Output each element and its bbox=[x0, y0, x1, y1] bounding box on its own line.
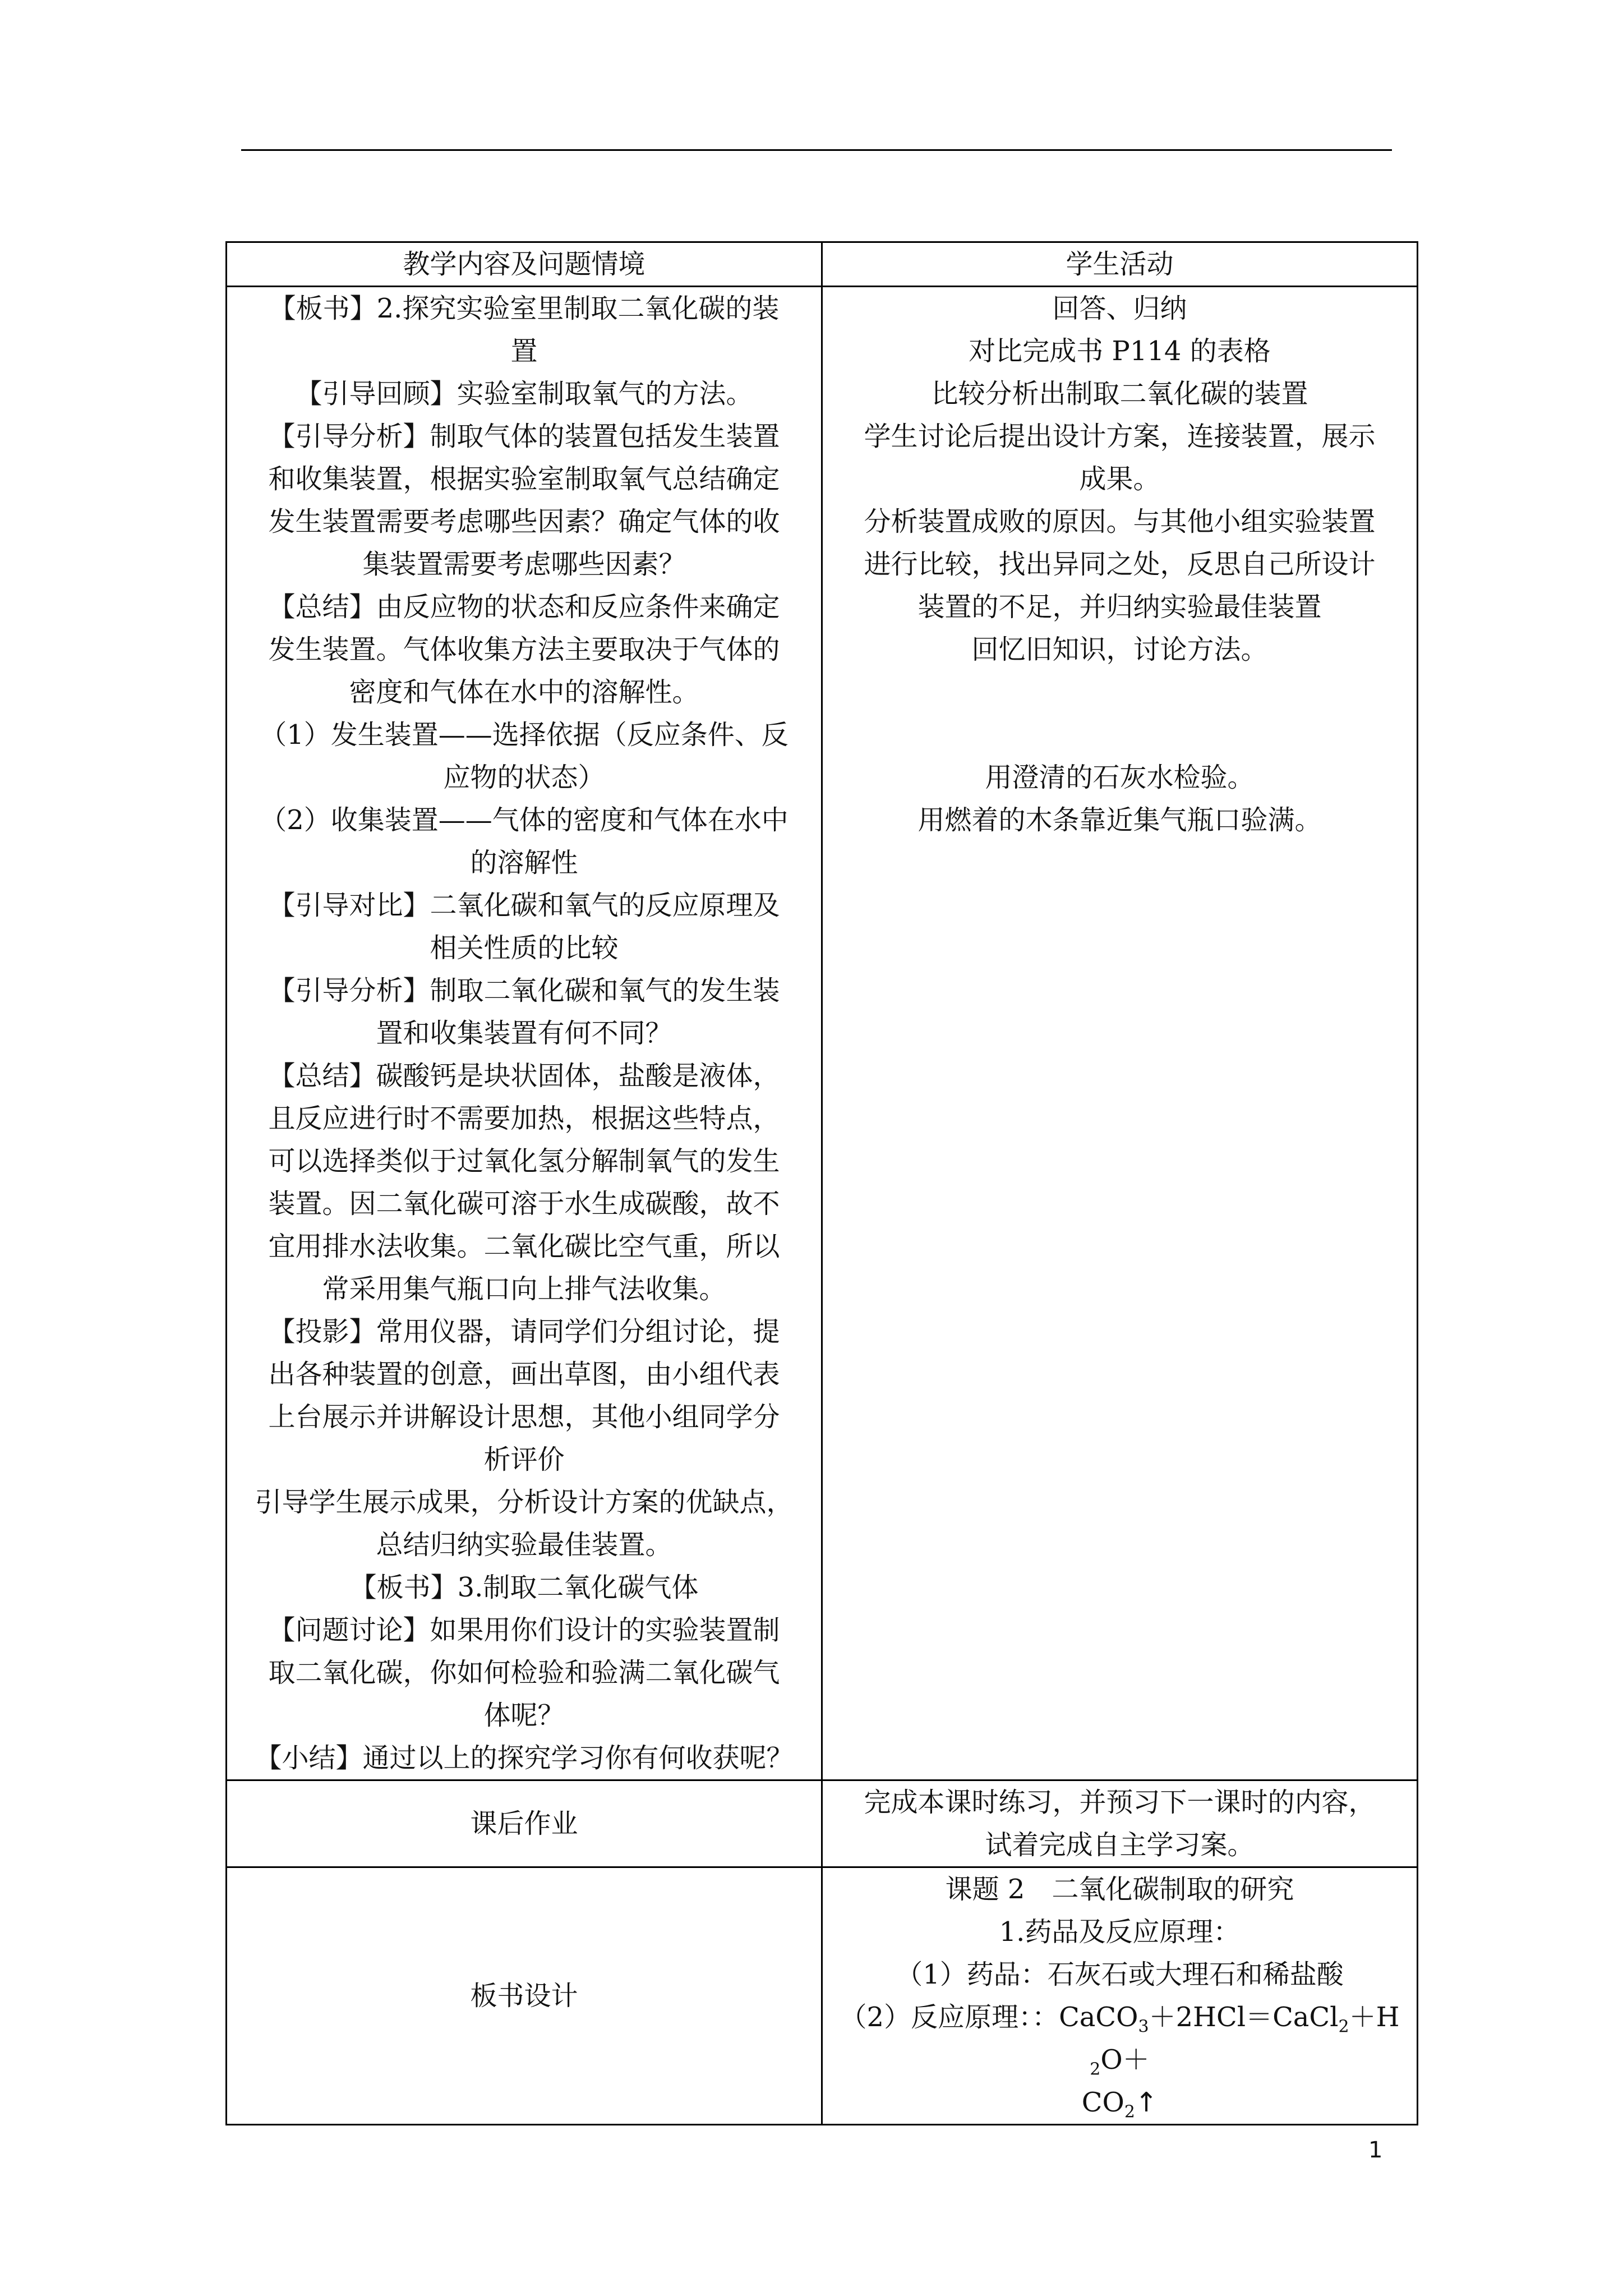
homework-row bbox=[227, 1780, 1418, 1867]
teaching-content-line: 析评价 bbox=[483, 1444, 565, 1475]
student-activity-line: 装置的不足，并归纳实验最佳装置 bbox=[917, 591, 1322, 623]
teaching-content-line: 【小结】通过以上的探究学习你有何收获呢？ bbox=[255, 1742, 794, 1774]
teaching-content-line: 【总结】由反应物的状态和反应条件来确定 bbox=[268, 591, 780, 623]
board-design-line: （1）药品：石灰石或大理石和稀盐酸 bbox=[896, 1959, 1344, 1990]
homework-label: 课后作业 bbox=[227, 1780, 822, 1867]
teaching-content-line: 【引导回顾】实验室制取氧气的方法。 bbox=[295, 378, 753, 409]
teaching-content-line: 【引导分析】制取二氧化碳和氧气的发生装 bbox=[268, 975, 780, 1006]
teaching-content-line: 发生装置需要考虑哪些因素？确定气体的收 bbox=[268, 506, 780, 537]
homework-line: 试着完成自主学习案。 bbox=[985, 1829, 1255, 1861]
teaching-content-line: 和收集装置，根据实验室制取氧气总结确定 bbox=[268, 463, 780, 495]
teaching-content-line: 应物的状态） bbox=[443, 762, 605, 793]
spacer bbox=[838, 714, 1401, 756]
header-teaching-content: 教学内容及问题情境 bbox=[227, 242, 822, 287]
formula-sub: 3 bbox=[1138, 2017, 1149, 2037]
student-activity-line: 进行比较，找出异同之处，反思自己所设计 bbox=[864, 549, 1376, 580]
formula-sub: 2 bbox=[1338, 2017, 1349, 2037]
table-header-row bbox=[227, 242, 1418, 287]
teaching-content-line: 集装置需要考虑哪些因素？ bbox=[362, 549, 686, 580]
student-activity-group-1 bbox=[838, 287, 1401, 671]
teaching-content-line: 取二氧化碳，你如何检验和验满二氧化碳气 bbox=[268, 1657, 780, 1688]
teaching-content-line: 【板书】3.制取二氧化碳气体 bbox=[349, 1572, 699, 1603]
formula-caco3: CaCO bbox=[1059, 2001, 1138, 2033]
teaching-content-line: 可以选择类似于过氧化氢分解制氧气的发生 bbox=[268, 1145, 780, 1177]
teaching-content-line: 置 bbox=[510, 335, 538, 367]
header-student-activity: 学生活动 bbox=[822, 242, 1418, 287]
board-design-row bbox=[227, 1867, 1418, 2125]
teaching-content-line: 出各种装置的创意，画出草图，由小组代表 bbox=[268, 1359, 780, 1390]
teaching-content-line: 发生装置。气体收集方法主要取决于气体的 bbox=[268, 634, 780, 665]
student-activity-line: 分析装置成败的原因。与其他小组实验装置 bbox=[864, 506, 1376, 537]
teaching-content-line: 【引导分析】制取气体的装置包括发生装置 bbox=[268, 421, 780, 452]
reaction-prefix: （2）反应原理：： bbox=[840, 2001, 1059, 2033]
teaching-content-line: 【问题讨论】如果用你们设计的实验装置制 bbox=[268, 1614, 780, 1646]
teaching-content-line: 引导学生展示成果，分析设计方案的优缺点， bbox=[255, 1487, 794, 1518]
student-activity-line: 回忆旧知识，讨论方法。 bbox=[971, 634, 1268, 665]
board-design-line: 1.药品及反应原理： bbox=[999, 1916, 1241, 1948]
student-activity-line: 成果。 bbox=[1079, 463, 1160, 495]
homework-line: 完成本课时练习，并预习下一课时的内容， bbox=[864, 1787, 1376, 1818]
teaching-content-line: 的溶解性 bbox=[470, 847, 578, 878]
student-activity-line: 回答、归纳 bbox=[1052, 293, 1187, 324]
student-activity-line: 用燃着的木条靠近集气瓶口验满。 bbox=[917, 804, 1322, 836]
teaching-content-line: 【投影】常用仪器，请同学们分组讨论，提 bbox=[268, 1316, 780, 1347]
formula-co2: CO bbox=[1081, 2087, 1124, 2118]
student-activity-group-2 bbox=[838, 756, 1401, 841]
student-activity-line: 比较分析出制取二氧化碳的装置 bbox=[931, 378, 1308, 409]
spacer bbox=[838, 671, 1401, 714]
formula-h: ＋H bbox=[1349, 2001, 1400, 2033]
teaching-content-line: （2）收集装置——气体的密度和气体在水中 bbox=[260, 804, 789, 836]
student-activity-line: 对比完成书 P114 的表格 bbox=[969, 335, 1271, 367]
board-design-title: 课题 2 二氧化碳制取的研究 bbox=[945, 1874, 1294, 1905]
teaching-content-cell bbox=[227, 287, 822, 1780]
teaching-content-line: 宜用排水法收集。二氧化碳比空气重，所以 bbox=[268, 1231, 780, 1262]
teaching-content-line: 上台展示并讲解设计思想，其他小组同学分 bbox=[268, 1401, 780, 1433]
main-content-row bbox=[227, 287, 1418, 1780]
teaching-content-line: 装置。因二氧化碳可溶于水生成碳酸，故不 bbox=[268, 1188, 780, 1220]
board-design-content bbox=[822, 1867, 1418, 2125]
teaching-content-line: 且反应进行时不需要加热，根据这些特点， bbox=[268, 1103, 780, 1134]
formula-o-plus: O＋ bbox=[1100, 2044, 1150, 2076]
teaching-content-line: 常采用集气瓶口向上排气法收集。 bbox=[322, 1273, 726, 1305]
reaction-equation bbox=[838, 1996, 1401, 2081]
teaching-content-line: （1）发生装置——选择依据（反应条件、反 bbox=[260, 719, 789, 751]
homework-content bbox=[822, 1780, 1418, 1867]
teaching-content-line: 置和收集装置有何不同？ bbox=[376, 1018, 672, 1049]
student-activity-line: 学生讨论后提出设计方案，连接装置，展示 bbox=[864, 421, 1376, 452]
student-activity-cell bbox=[822, 287, 1418, 1780]
teaching-content-line: 【板书】2.探究实验室里制取二氧化碳的装 bbox=[269, 293, 780, 324]
board-design-label: 板书设计 bbox=[227, 1867, 822, 2125]
teaching-content-line: 【总结】碳酸钙是块状固体，盐酸是液体， bbox=[268, 1060, 780, 1092]
reaction-equation-continued bbox=[838, 2081, 1401, 2124]
teaching-content-line: 总结归纳实验最佳装置。 bbox=[376, 1529, 672, 1561]
formula-sub: 2 bbox=[1124, 2102, 1135, 2122]
formula-sub: 2 bbox=[1090, 2059, 1101, 2079]
formula-hcl: ＋2HCl＝CaCl bbox=[1149, 2001, 1339, 2033]
page-number: 1 bbox=[1368, 2137, 1383, 2163]
student-activity-line: 用澄清的石灰水检验。 bbox=[985, 762, 1255, 793]
teaching-content-line: 相关性质的比较 bbox=[430, 932, 619, 964]
teaching-content-line: 密度和气体在水中的溶解性。 bbox=[349, 677, 699, 708]
header-rule bbox=[241, 149, 1392, 151]
teaching-content-line: 体呢？ bbox=[483, 1700, 565, 1731]
lesson-plan-table bbox=[225, 241, 1418, 2125]
teaching-content-line: 【引导对比】二氧化碳和氧气的反应原理及 bbox=[268, 890, 780, 921]
gas-arrow-icon: ↑ bbox=[1135, 2087, 1158, 2118]
